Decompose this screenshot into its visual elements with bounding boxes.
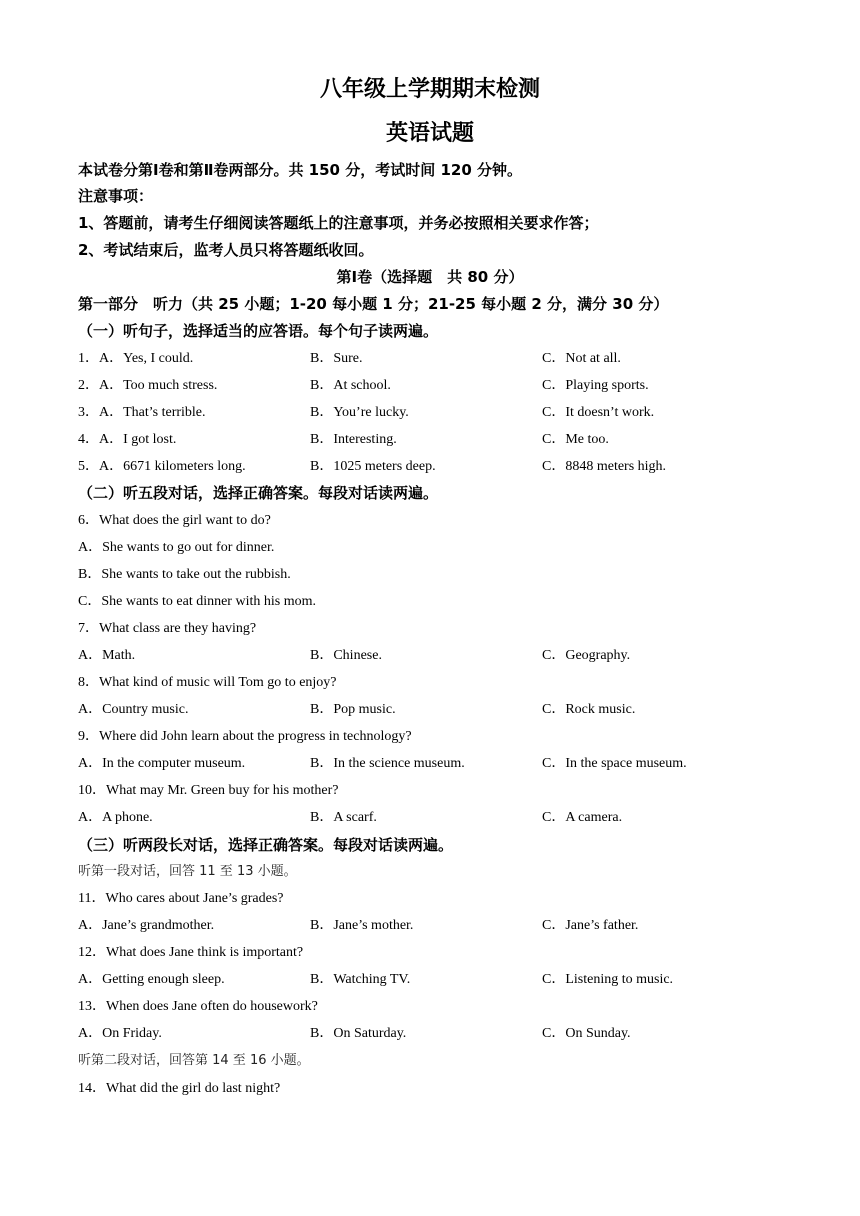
question-8: 8．What kind of music will Tom go to enjoy?: [78, 675, 337, 690]
question-1-option-a: 1．A．Yes, I could.: [78, 351, 194, 366]
question-3-option-b: B．You’re lucky.: [310, 405, 409, 420]
part-heading: 第一部分 听力（共 25 小题；1-20 每小题 1 分；21-25 每小题 2 分，满分 30 分）: [78, 295, 669, 313]
question-4-option-a: 4．A．I got lost.: [78, 432, 177, 447]
question-13-option-c: C．On Sunday.: [542, 1026, 631, 1041]
section-heading-1: （一）听句子，选择适当的应答语。每个句子读两遍。: [78, 322, 439, 340]
question-7-option-c: C．Geography.: [542, 648, 631, 663]
question-8-option-c: C．Rock music.: [542, 702, 636, 717]
question-2-option-b: B．At school.: [310, 378, 391, 393]
question-8-option-a: A．Country music.: [78, 702, 189, 717]
question-7-option-b: B．Chinese.: [310, 648, 382, 663]
intro-text: 本试卷分第Ⅰ卷和第Ⅱ卷两部分。共 150 分，考试时间 120 分钟。: [78, 161, 522, 179]
question-7: 7．What class are they having?: [78, 621, 257, 636]
dialogue-note-2: 听第二段对话，回答第 14 至 16 小题。: [78, 1053, 310, 1068]
page-title: 八年级上学期期末检测: [319, 77, 540, 102]
question-4-option-c: C．Me too.: [542, 432, 609, 447]
page-subtitle: 英语试题: [385, 121, 474, 146]
question-3-option-a: 3．A．That’s terrible.: [78, 405, 206, 420]
volume-heading: 第Ⅰ卷（选择题 共 80 分）: [336, 268, 524, 286]
question-11-option-a: A．Jane’s grandmother.: [78, 918, 215, 933]
question-5-option-c: C．8848 meters high.: [542, 459, 667, 474]
question-9-option-a: A．In the computer museum.: [78, 756, 246, 771]
question-13-option-b: B．On Saturday.: [310, 1026, 407, 1041]
question-2-option-a: 2．A．Too much stress.: [78, 378, 218, 393]
question-9-option-b: B．In the science museum.: [310, 756, 465, 771]
question-13: 13．When does Jane often do housework?: [78, 999, 318, 1014]
question-11-option-c: C．Jane’s father.: [542, 918, 639, 933]
question-6-option-a: A．She wants to go out for dinner.: [78, 540, 275, 555]
question-4-option-b: B．Interesting.: [310, 432, 397, 447]
section-heading-3: （三）听两段长对话，选择正确答案。每段对话读两遍。: [78, 836, 454, 854]
question-1-option-b: B．Sure.: [310, 351, 363, 366]
question-3-option-c: C．It doesn’t work.: [542, 405, 655, 420]
question-9: 9．Where did John learn about the progress in technology?: [78, 729, 412, 744]
question-8-option-b: B．Pop music.: [310, 702, 396, 717]
question-9-option-c: C．In the space museum.: [542, 756, 687, 771]
question-11-option-b: B．Jane’s mother.: [310, 918, 414, 933]
question-10-option-b: B．A scarf.: [310, 810, 377, 825]
question-11: 11．Who cares about Jane’s grades?: [78, 891, 284, 906]
question-5-option-a: 5．A．6671 kilometers long.: [78, 459, 246, 474]
question-14: 14．What did the girl do last night?: [78, 1081, 281, 1096]
question-6-option-b: B．She wants to take out the rubbish.: [78, 567, 291, 582]
question-6-option-c: C．She wants to eat dinner with his mom.: [78, 594, 316, 609]
question-12-option-b: B．Watching TV.: [310, 972, 411, 987]
question-12-option-c: C．Listening to music.: [542, 972, 674, 987]
question-10-option-a: A．A phone.: [78, 810, 153, 825]
question-2-option-c: C．Playing sports.: [542, 378, 649, 393]
question-10-option-c: C．A camera.: [542, 810, 623, 825]
notice-title: 注意事项：: [78, 187, 154, 205]
question-10: 10．What may Mr. Green buy for his mother?: [78, 783, 339, 798]
notice-item-2: 2、考试结束后，监考人员只将答题纸收回。: [78, 241, 374, 259]
question-12-option-a: A．Getting enough sleep.: [78, 972, 225, 987]
dialogue-note-1: 听第一段对话，回答 11 至 13 小题。: [78, 864, 297, 879]
question-13-option-a: A．On Friday.: [78, 1026, 162, 1041]
question-7-option-a: A．Math.: [78, 648, 136, 663]
notice-item-1: 1、答题前，请考生仔细阅读答题纸上的注意事项，并务必按照相关要求作答；: [78, 214, 599, 232]
question-6: 6．What does the girl want to do?: [78, 513, 271, 528]
section-heading-2: （二）听五段对话，选择正确答案。每段对话读两遍。: [78, 484, 439, 502]
question-5-option-b: B．1025 meters deep.: [310, 459, 436, 474]
question-1-option-c: C．Not at all.: [542, 351, 621, 366]
question-12: 12．What does Jane think is important?: [78, 945, 304, 960]
